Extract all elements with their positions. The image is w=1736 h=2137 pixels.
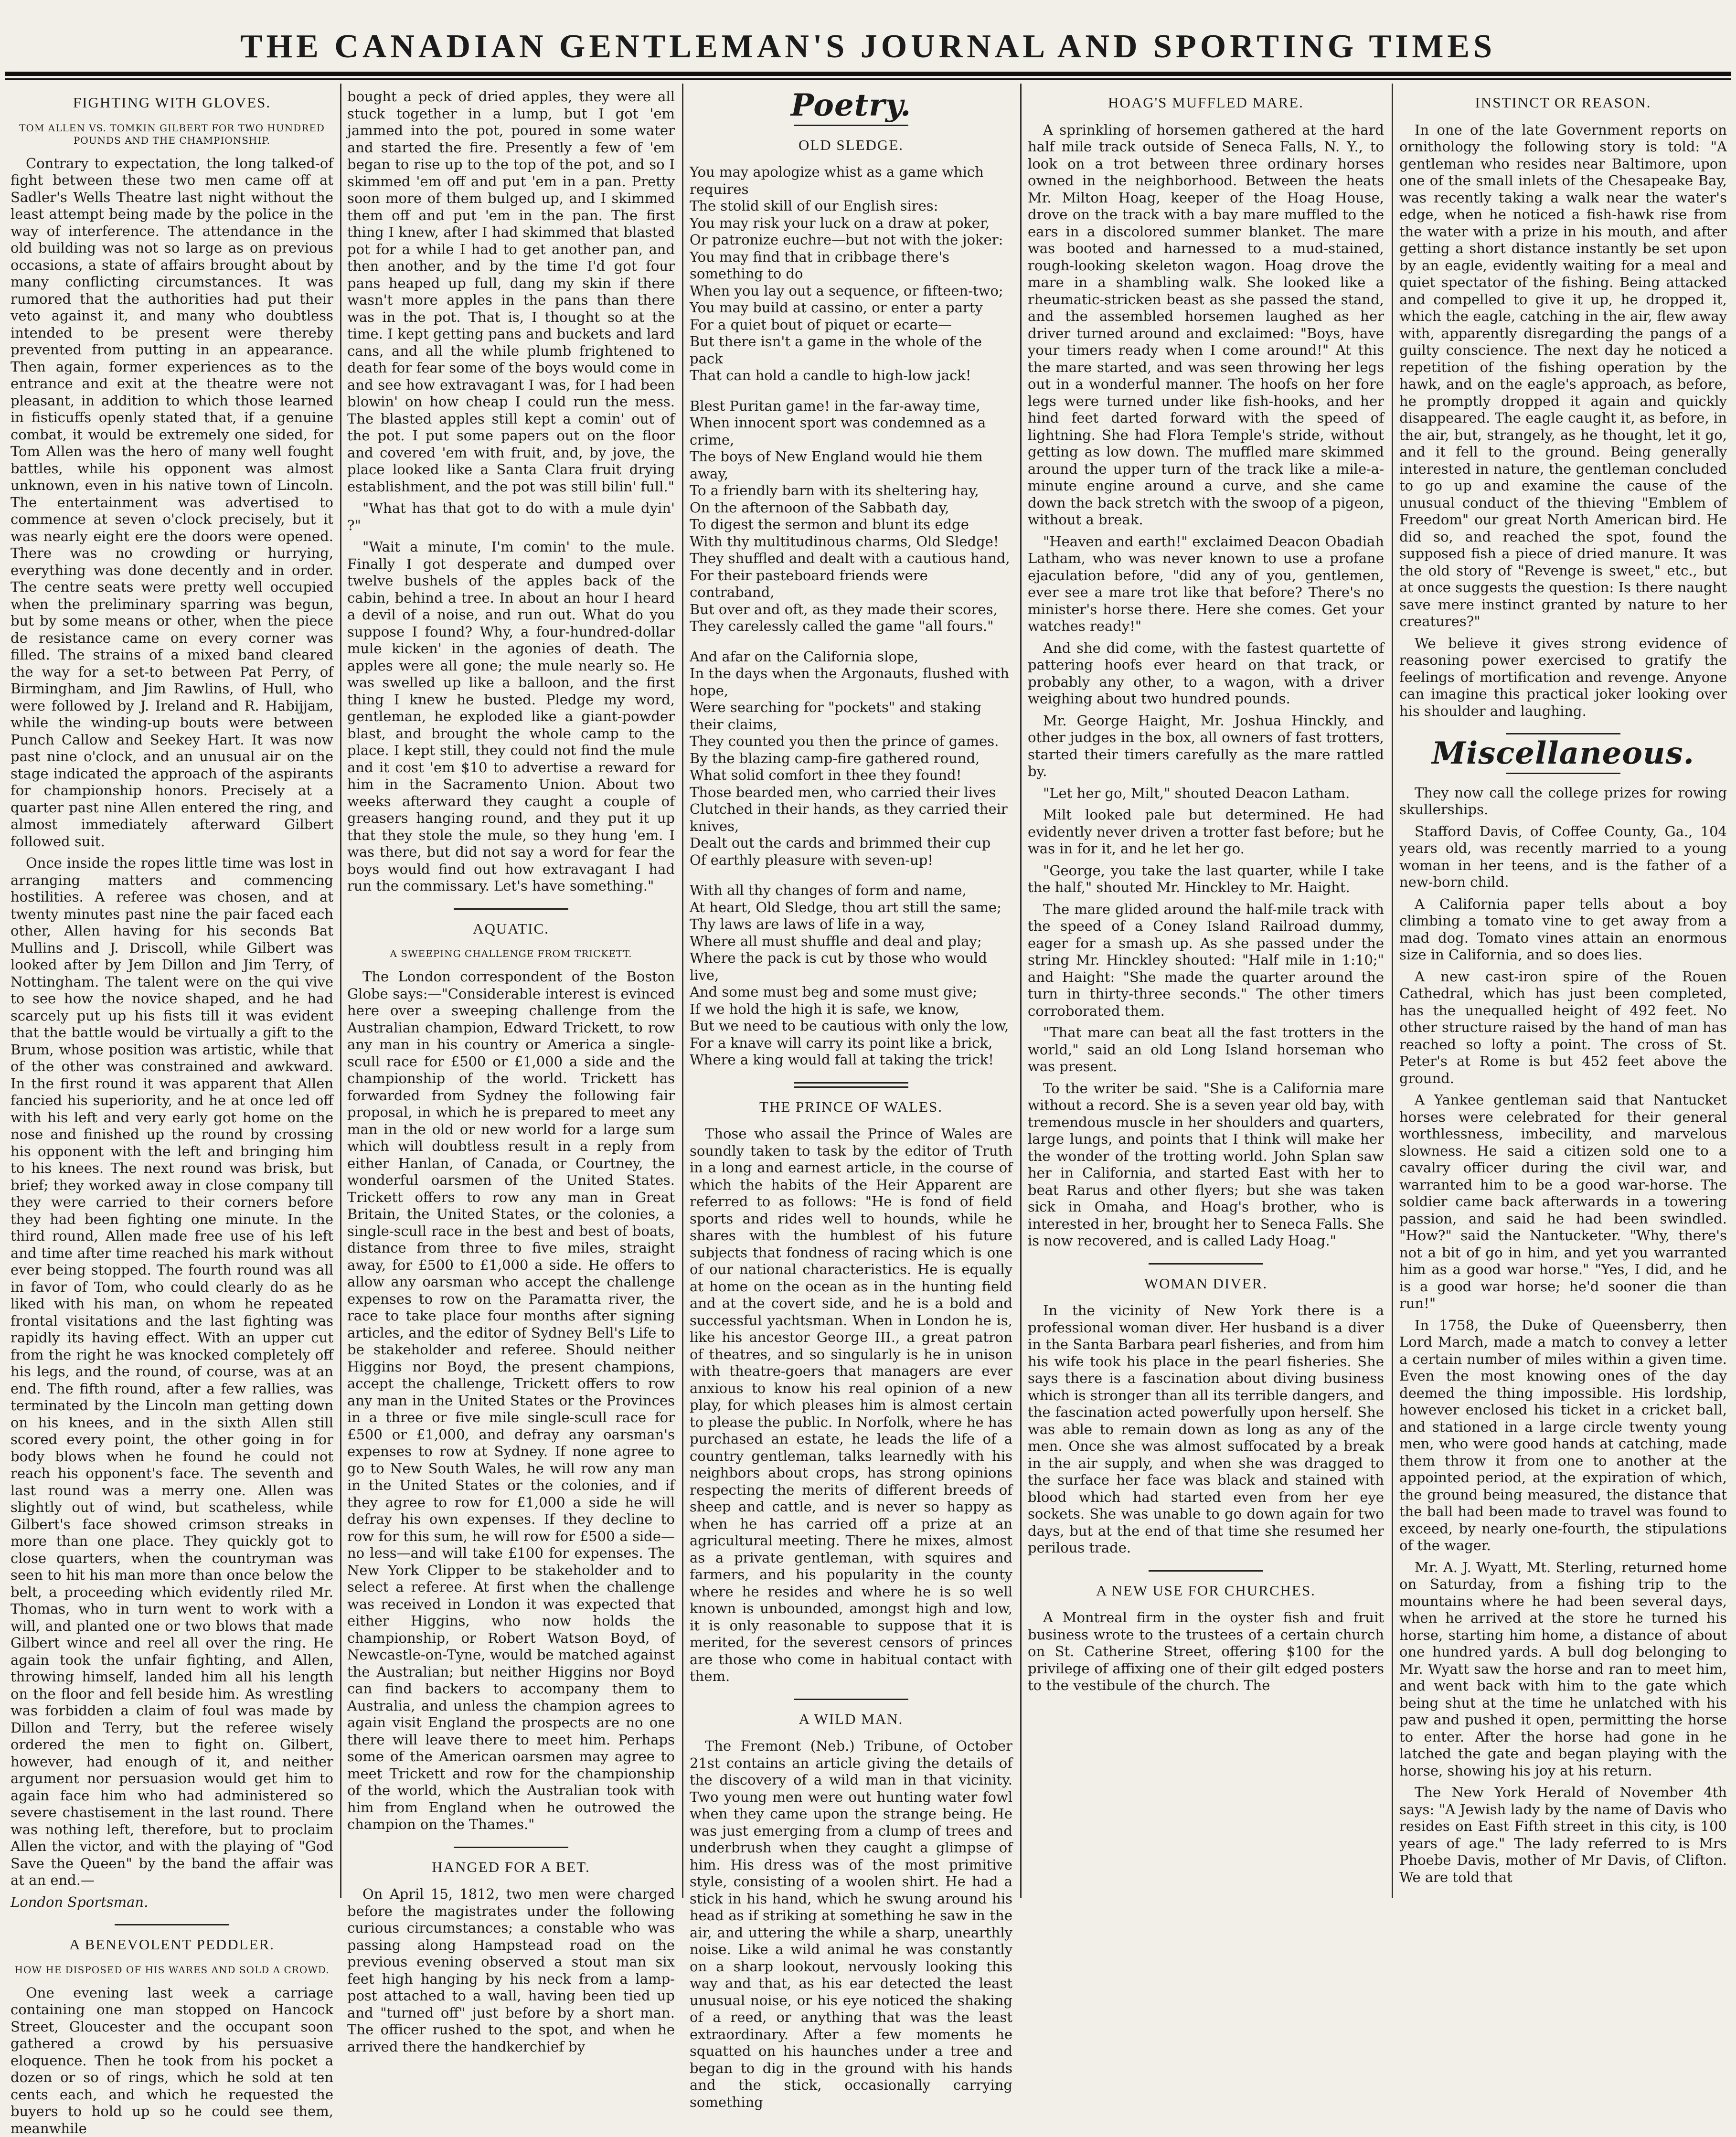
misc-item: A new cast-iron spire of the Rouen Cathedral, which has just been completed, has the unequalled height of 492 feet. No other structure raised by the hand of man has reached so lofty a point. The cross of St. Peter's at Rome is but 452 feet above the ground. (1399, 968, 1727, 1087)
column-3 (684, 88, 1018, 1893)
headline-wild-man: A WILD MAN. (690, 1711, 1012, 1728)
article-paragraph: And she did come, with the fastest quartette of pattering hoofs ever heard on that track, or probably any other, to a wagon, with a driver weighing about two hundred pounds. (1028, 640, 1384, 708)
section-divider (794, 1082, 908, 1088)
section-title-poetry: Poetry. (690, 97, 1012, 114)
article-paragraph: One evening last week a carriage containing one man stopped on Hancock Street, Gloucester and the occupant soon gathered a crowd by his persuasive eloquence. Then he took from his pocket a dozen or so of rings, which he sold at ten cents each, and which he requested the buyers to hold up so he could see them, meanwhile (11, 1985, 333, 2137)
article-paragraph: Mr. George Haight, Mr. Joshua Hinckly, and other judges in the box, all owners of fast trotters, started their timers carefully as the mare rattled by. (1028, 712, 1384, 780)
deck-trickett: A SWEEPING CHALLENGE FROM TRICKETT. (347, 947, 675, 960)
article-paragraph: A sprinkling of horsemen gathered at the hard half mile track outside of Seneca Falls, N. Y., to look on a trot between three ordinary horses owned in the neighborhood. Between the heats Mr. Milton Hoag, keeper of the Hoag House, drove on the track with a bay mare muffled to the ears in a discolored summer blanket. The mare was booted and harnessed to a mud-stained, rough-looking skeleton wagon. Hoag drove the mare in a shambling walk. She looked like a rheumatic-stricken beast as she passed the stand, and the assembled horsemen laughed as her driver turned around and exclaimed: "Boys, have your timers ready when I come around!" At this the mare started, and was seen throwing her legs out in a wonderful manner. The hoofs on her fore legs were turned under like fish-hooks, and her hind feet darted forward with the speed of lightning. She had Flora Temple's stride, without getting as low down. The muffled mare skimmed around the upper turn of the track like a mile-a-minute engine around a curve, and she came down the back stretch with the swoop of a pigeon, without a break. (1028, 122, 1384, 529)
article-paragraph: Milt looked pale but determined. He had evidently never driven a trotter fast before; but he was in for it, and he let her go. (1028, 807, 1384, 858)
article-credit: London Sportsman. (11, 1894, 333, 1911)
section-divider (794, 1699, 908, 1700)
headline-prince-of-wales: THE PRINCE OF WALES. (690, 1098, 1012, 1116)
column-divider (682, 84, 683, 1898)
poem (690, 164, 1012, 1069)
poem-stanza: And afar on the California slope, In the days when the Argonauts, flushed with hope, Were searching for "pockets" and staking their claims, They counted you then the prince of games. By the blazing camp-fire gathered round, What solid comfort in thee they found! Those bearded men, who carried their lives Clutched in their hands, as they carried their knives, Dealt out the cards and brimmed their cup Of earthly pleasure with seven-up! (690, 649, 1012, 869)
column-4 (1022, 88, 1390, 1893)
deck-allen-gilbert: TOM ALLEN VS. TOMKIN GILBERT FOR TWO HUNDRED POUNDS AND THE CHAMPIONSHIP. (11, 122, 333, 147)
misc-item: Stafford Davis, of Coffee County, Ga., 104 years old, was recently married to a young woman in her teens, and is the father of a new-born child. (1399, 823, 1727, 891)
column-1 (5, 88, 339, 1893)
article-paragraph: On April 15, 1812, two men were charged before the magistrates under the following curious circumstances; a constable who was passing along Hampstead road on the previous evening observed a stout man six feet high hanging by his neck from a lamp-post attached to a wall, having been tied up and "turned off" just before by a short man. The officer rushed to the spot, and when he arrived there the handkerchief by (347, 1886, 675, 2055)
poem-stanza: You may apologize whist as a game which requires The stolid skill of our English sires: You may risk your luck on a draw at poker, Or patronize euchre—but not with the joker: You may find that in cribbage there's something to do When you lay out a sequence, or fifteen-two; You may build at cassino, or enter a party For a quiet bout of piquet or ecarte— But there isn't a game in the whole of the pack That can hold a candle to high-low jack! (690, 164, 1012, 384)
deck-peddler: HOW HE DISPOSED OF HIS WARES AND SOLD A CROWD. (11, 1964, 333, 1976)
article-paragraph: We believe it gives strong evidence of reasoning power exercised to gratify the feelings of mortification and revenge. Anyone can imagine this practical joker looking over his shoulder and laughing. (1399, 635, 1727, 720)
article-paragraph: "Wait a minute, I'm comin' to the mule. Finally I got desperate and dumped over twelve bushels of the apples back of the cabin, behind a tree. In about an hour I heard a devil of a noise, and run out. What do you suppose I found? Why, a four-hundred-dollar mule kicken' in the agonies of death. The apples were all gone; the mule nearly so. He was swelled up like a balloon, and the first thing I knew he busted. Pledge my word, gentleman, he exploded like a giant-powder blast, and brought the whole camp to the place. I kept still, they could not find the mule and it cost 'em $10 to advertise a reward for him in the Sacramento Union. About two weeks afterward they caught a couple of greasers hanging round, and they put it up that they stole the mule, so they hung 'em. I was there, but did not say a word for fear the boys would find out how extravagant I had run the commissary. Let's have something." (347, 539, 675, 895)
misc-item: In 1758, the Duke of Queensberry, then Lord March, made a match to convey a letter a certain number of miles within a given time. Even the most knowing ones of the day deemed the thing impossible. His lordship, however enclosed his ticket in a cricket ball, and stationed in a large circle twenty young men, who were good hands at catching, made them throw it from one to another at the appointed period, at the expiration of which, the ground being measured, the distance that the ball had been made to travel was found to exceed, by nearly one-fourth, the stipulations of the wager. (1399, 1317, 1727, 1554)
article-paragraph: A Montreal firm in the oyster fish and fruit business wrote to the trustees of a certain church on St. Catherine Street, offering $100 for the privilege of affixing one of their gilt edged posters to the vestibule of the church. The (1028, 1609, 1384, 1694)
misc-item: They now call the college prizes for rowing skullerships. (1399, 785, 1727, 819)
misc-item: The New York Herald of November 4th says: "A Jewish lady by the name of Davis who resides on East Fifth street in this city, is 100 years of age." The lady referred to is Mrs Phoebe Davis, mother of Mr Davis, of Clifton. We are told that (1399, 1784, 1727, 1886)
article-paragraph: "Let her go, Milt," shouted Deacon Latham. (1028, 785, 1384, 802)
masthead-rule (5, 72, 1731, 76)
misc-item: A California paper tells about a boy climbing a tomato vine to get away from a mad dog. Tomato vines attain an enormous size in California, and so does lies. (1399, 896, 1727, 964)
section-divider (1506, 773, 1620, 774)
masthead-title: THE CANADIAN GENTLEMAN'S JOURNAL AND SPORTING TIMES (0, 28, 1736, 66)
article-paragraph: "Heaven and earth!" exclaimed Deacon Obadiah Latham, who was never known to use a profane ejaculation before, "did any of you, gentlemen, ever see a mare trot like that before? There's no minister's horse there. Here she comes. Get your watches ready!" (1028, 533, 1384, 635)
headline-old-sledge: OLD SLEDGE. (690, 137, 1012, 154)
headline-aquatic: AQUATIC. (347, 920, 675, 937)
headline-woman-diver: WOMAN DIVER. (1028, 1275, 1384, 1292)
article-paragraph: "What has that got to do with a mule dyin' ?" (347, 500, 675, 534)
article-paragraph: In the vicinity of New York there is a professional woman diver. Her husband is a diver in the Santa Barbara pearl fisheries, and from him his wife took his place in the pearl fisheries. She says there is a fascination about diving business which is stronger than all its terrible dangers, and the fascination acted powerfully upon herself. She was able to remain down as long as any of the men. Once she was almost suffocated by a break in the air supply, and when she was dragged to the surface her face was black and stained with blood which had started even from her eye sockets. She was unable to go down again for two days, but at the end of that time she resumed her perilous trade. (1028, 1302, 1384, 1557)
section-divider (115, 1924, 229, 1925)
column-divider (1020, 84, 1022, 1898)
masthead-rule-thin (5, 78, 1731, 80)
article-paragraph: To the writer be said. "She is a California mare without a record. She is a seven year old bay, with tremendous muscle in her shoulders and quarters, large lungs, and points that I think will make her the wonder of the trotting world. John Splan saw her in California, and started East with her to beat Rarus and other flyers; but she was taken sick in Omaha, and Hoag's brother, who is interested in her, brought her to Seneca Falls. She is now recovered, and is called Lady Hoag." (1028, 1080, 1384, 1250)
section-title-miscellaneous: Miscellaneous. (1399, 745, 1727, 762)
section-divider (1149, 1263, 1263, 1265)
section-divider (794, 125, 908, 126)
section-divider (1506, 733, 1620, 734)
headline-hoags-muffled-mare: HOAG'S MUFFLED MARE. (1028, 94, 1384, 111)
section-divider (454, 1847, 568, 1848)
article-paragraph: bought a peck of dried apples, they were all stuck together in a lump, but I got 'em jammed into the pot, poured in some water and started the fire. Presently a few of 'em began to rise up to the top of the pot, and so I skimmed 'em off and put 'em in a pan. Pretty soon more of them bulged up, and I skimmed them off and put 'em in the pan. The first thing I knew, after I had skimmed that blasted pot for a while I had to get another pan, and then another, and by the time I'd got four pans heaped up full, dang my skin if there wasn't more apples in the pans than there was in the pot. That is, I thought so at the time. I kept getting pans and buckets and lard cans, and all the while plumb frightened to death for fear some of the boys would come in and see how extravagant I was, for I had been blowin' on how cheap I could run the mess. The blasted apples still kept a comin' out of the pot. I put some papers out on the floor and covered 'em with fruit, and, by jove, the place looked like a Santa Clara fruit drying establishment, and the pot was still bilin' full." (347, 88, 675, 495)
misc-item: Mr. A. J. Wyatt, Mt. Sterling, returned home on Saturday, from a fishing trip to the mountains where he had been several days, when he arrived at the store he turned his horse, starting him home, a distance of about one hundred yards. A bull dog belonging to Mr. Wyatt saw the horse and ran to meet him, and went back with him to the gate which being shut at the time he unlatched with his paw and pushed it open, permitting the horse to enter. After the horse had gone in he latched the gate and began playing with the horse, showing his joy at his return. (1399, 1559, 1727, 1780)
article-paragraph: In one of the late Government reports on ornithology the following story is told: "A gentleman who resides near Baltimore, upon one of the small inlets of the Chesapeake Bay, was recently taking a walk near the water's edge, when he noticed a fish-hawk rise from the water with a prize in his mouth, and after getting a short distance instantly be set upon by an eagle, evidently waiting for a meal and quiet spectator of the fishing. Being attacked and compelled to give it up, he dropped it, which the eagle, catching in the air, flew away with, apparently disregarding the pangs of a guilty conscience. The next day he noticed a repetition of the fishing operation by the hawk, and on the eagle's approach, as before, he promptly dropped it again and quickly disappeared. The eagle caught it, as before, in the air, but, strangely, as he thought, let it go, and it fell to the ground. Being generally interested in nature, the gentleman concluded to go up and examine the cause of the unusual conduct of the thieving "Emblem of Freedom" our great North American bird. He did so, and reached the spot, found the supposed fish a piece of dried manure. It was the old story of "Revenge is sweet," etc., but at once suggests the question: Is there naught save mere instinct granted by nature to her creatures?" (1399, 122, 1727, 630)
headline-fighting-with-gloves: FIGHTING WITH GLOVES. (11, 94, 333, 111)
article-paragraph: The Fremont (Neb.) Tribune, of October 21st contains an article giving the details of the discovery of a wild man in that vicinity. Two young men were out hunting water fowl when they came upon the strange being. He was just emerging from a clump of trees and underbrush when they caught a glimpse of him. His dress was of the most primitive style, consisting of a woolen shirt. He had a stick in his hand, which he swung around his head as if striking at something he saw in the air, and uttering the while a sharp, unearthly noise. Like a wild animal he was constantly on a sharp lookout, nervously looking this way and that, as his ear detected the least unusual noise, or his eye noticed the shaking of a reed, or anything that was the least extraordinary. After a few moments he squatted on his haunches under a tree and began to dig in the ground with his hands and the stick, occasionally carrying something (690, 1738, 1012, 2111)
article-paragraph: Once inside the ropes little time was lost in arranging matters and commencing hostilities. A referee was chosen, and at twenty minutes past nine the pair faced each other, Allen having for his seconds Bat Mullins and J. Driscoll, while Gilbert was looked after by Jem Dillon and Jim Terry, of Nottingham. The talent were on the qui vive to see how the novice shaped, and he had scarcely put up his fists till it was evident that the battle would be virtually a gift to the Brum, whose position was artistic, while that of the other was constrained and awkward. In the first round it was apparent that Allen fancied his superiority, and he at once led off with his left and very early got home on the nose and finished up the round by crossing his opponent with the left and bringing him to his knees. The next round was brisk, but brief; they worked away in close company till they were carried to their corners before they had been fighting one minute. In the third round, Allen made free use of his left and time after time reached his mark without ever being stopped. The fourth round was all in favor of Tom, who could clearly do as he liked with his man, on whom he repeated frontal visitations and the last fighting was rapidly its having effect. With an upper cut from the right he was knocked completely off his legs, and the round, of course, was at an end. The fifth round, after a few rallies, was terminated by the Lincoln man getting down on his knees, and in the sixth Allen still scored every point, the other going in for body blows when he found he could not reach his opponent's face. The seventh and last round was a merry one. Allen was slightly out of wind, but scatheless, while Gilbert's face showed crimson streaks in more than one place. They quickly got to close quarters, when the countryman was seen to hit his man more than once below the belt, a proceeding which evidently riled Mr. Thomas, who in turn went to work with a will, and planted one or two blows that made Gilbert wince and reel all over the ring. He again took the unfair fighting, and Allen, throwing himself, landed him all his length on the floor and fell beside him. As wrestling was forbidden a claim of foul was made by Dillon and Terry, but the referee wisely ordered the men to fight on. Gilbert, however, had enough of it, and neither argument nor persuasion would get him to again face him who had administered so severe chastisement in the last round. There was nothing left, therefore, but to proclaim Allen the victor, and with the playing of "God Save the Queen" by the band the affair was at an end.— (11, 855, 333, 1889)
article-paragraph: "George, you take the last quarter, while I take the half," shouted Mr. Hinckley to Mr. Haight. (1028, 862, 1384, 896)
headline-new-use-for-churches: A NEW USE FOR CHURCHES. (1028, 1582, 1384, 1599)
misc-item: A Yankee gentleman said that Nantucket horses were celebrated for their general worthlessness, imbecility, and marvelous slowness. He said a citizen sold one to a cavalry officer during the civil war, and warranted him to be a good war-horse. The soldier came back afterwards in a towering passion, and said he had been swindled. "How?" said the Nantucketer. "Why, there's not a bit of go in him, and yet you warranted him as a good war horse." "Yes, I did, and he is a good war horse; he'd sooner die than run!" (1399, 1092, 1727, 1312)
poem-stanza: Blest Puritan game! in the far-away time, When innocent sport was condemned as a crime, The boys of New England would hie them away, To a friendly barn with its sheltering hay, On the afternoon of the Sabbath day, To digest the sermon and blunt its edge With thy multitudinous charms, Old Sledge! They shuffled and dealt with a cautious hand, For their pasteboard friends were contraband, But over and oft, as they made their scores, They carelessly called the game "all fours." (690, 398, 1012, 635)
column-5 (1394, 88, 1733, 1893)
headline-hanged-for-a-bet: HANGED FOR A BET. (347, 1859, 675, 1876)
column-2 (341, 88, 681, 1893)
headline-instinct-or-reason: INSTINCT OR REASON. (1399, 94, 1727, 111)
article-paragraph: "That mare can beat all the fast trotters in the world," said an old Long Island horseman who was present. (1028, 1024, 1384, 1075)
article-paragraph: Contrary to expectation, the long talked-of fight between these two men came off at Sadler's Wells Theatre last night without the least attempt being made by the police in the way of interference. The attendance in the old building was not so large as on previous occasions, a state of affairs brought about by many conflicting circumstances. It was rumored that the authorities had put their veto against it, and many who doubtless intended to be present were thereby prevented from putting in an appearance. Then again, former experiences as to the entrance and exit at the theatre were not pleasant, in addition to which those learned in fisticuffs openly stated that, if a genuine combat, it would be extremely one sided, for Tom Allen was the hero of many well fought battles, while his opponent was almost unknown, even in his native town of Lincoln. The entertainment was advertised to commence at seven o'clock precisely, but it was nearly eight ere the doors were opened. There was no crowding or hurrying, everything was done decently and in order. The centre seats were pretty well occupied when the preliminary sparring was begun, but by some means or other, when the piece de resistance came on every corner was filled. The strains of a mixed band cleared the way for a set-to between Pat Perry, of Birmingham, and Jim Rawlins, of Hull, who were followed by J. Ireland and R. Habijjam, while the winding-up bouts were between Punch Callow and Seekey Hart. It was now past nine o'clock, and an unusual air on the stage indicated the approach of the aspirants for championship honors. Precisely at a quarter past nine Allen entered the ring, and almost immediately afterward Gilbert followed suit. (11, 155, 333, 851)
section-divider (454, 908, 568, 910)
article-paragraph: The London correspondent of the Boston Globe says:—"Considerable interest is evinced here over a sweeping challenge from the Australian champion, Edward Trickett, to row any man in his country or America a single-scull race for £500 or £1,000 a side and the championship of the world. Trickett has forwarded from Sydney the following fair proposal, in which he is prepared to meet any man in the old or new world for a large sum which will doubtless result in a reply from either Hanlan, of Canada, or Courtney, the wonderful oarsmen of the United States. Trickett offers to row any man in Great Britain, the United States, or the colonies, a single-scull race in the best and best of boats, distance from three to five miles, straight away, for £500 to £1,000 a side. He offers to allow any oarsman who accept the challenge expenses to row on the Paramatta river, the race to take place four months after signing articles, and the editor of Sydney Bell's Life to be stakeholder and referee. Should neither Higgins nor Boyd, the present champions, accept the challenge, Trickett offers to row any man in the United States or the Provinces in a three or five mile single-scull race for £500 or £1,000, and defray any oarsman's expenses to row at Sydney. If none agree to go to New South Wales, he will row any man in the United States or the colonies, and if they agree to row for £1,000 a side he will defray his own expenses. If they decline to row for this sum, he will row for £500 a side—no less—and will take £100 for expenses. The New York Clipper to be stakeholder and to select a referee. At first when the challenge was received in London it was expected that either Higgins, who now holds the championship, or Robert Watson Boyd, of Newcastle-on-Tyne, would be matched against the Australian; but neither Higgins nor Boyd can find backers to accompany them to Australia, and unless the champion agrees to again visit England the prospects are no one there will leave there to meet him. Perhaps some of the American oarsmen may agree to meet Trickett and row for the championship of the world, which the Australian took with him from England when he outrowed the champion on the Thames." (347, 968, 675, 1833)
poem-stanza: With all thy changes of form and name, At heart, Old Sledge, thou art still the same; Thy laws are laws of life in a way, Where all must shuffle and deal and play; Where the pack is cut by those who would live, And some must beg and some must give; If we hold the high it is safe, we know, But we need to be cautious with only the low, For a knave will carry its point like a brick, Where a king would fall at taking the trick! (690, 882, 1012, 1069)
article-paragraph: Those who assail the Prince of Wales are soundly taken to task by the editor of Truth in a long and earnest article, in the course of which the habits of the Heir Apparent are referred to as follows: "He is fond of field sports and rides well to hounds, while he shares with the humblest of his future subjects that fondness of racing which is one of our national characteristics. He is equally at home on the ocean as in the hunting field and at the covert side, and he is a bold and successful yachtsman. When in London he is, like his ancestor George III., a great patron of theatres, and so singularly is he in unison with theatre-goers that managers are ever anxious to know his real opinion of a new play, for which pleases him is almost certain to please the public. In Norfolk, where he has purchased an estate, he leads the life of a country gentleman, talks learnedly with his neighbors about crops, has strong opinions respecting the merits of different breeds of sheep and cattle, and is never so happy as when he has carried off a prize at an agricultural meeting. There he mixes, almost as a private gentleman, with squires and farmers, and his popularity in the county where he resides and where he is so well known is unbounded, amongst high and low, it is only reasonable to suppose that it is merited, for the severest censors of princes are those who come in habitual contact with them. (690, 1126, 1012, 1685)
section-divider (1149, 1570, 1263, 1572)
column-divider (1392, 84, 1393, 1898)
headline-benevolent-peddler: A BENEVOLENT PEDDLER. (11, 1936, 333, 1953)
article-paragraph: The mare glided around the half-mile track with the speed of a Coney Island Railroad dummy, eager for a smash up. As she passed under the string Mr. Hinckley shouted: "Half mile in 1:10;" and Haight: "She made the quarter around the turn in thirty-three seconds." The other timers corroborated them. (1028, 901, 1384, 1020)
masthead (0, 0, 1736, 76)
